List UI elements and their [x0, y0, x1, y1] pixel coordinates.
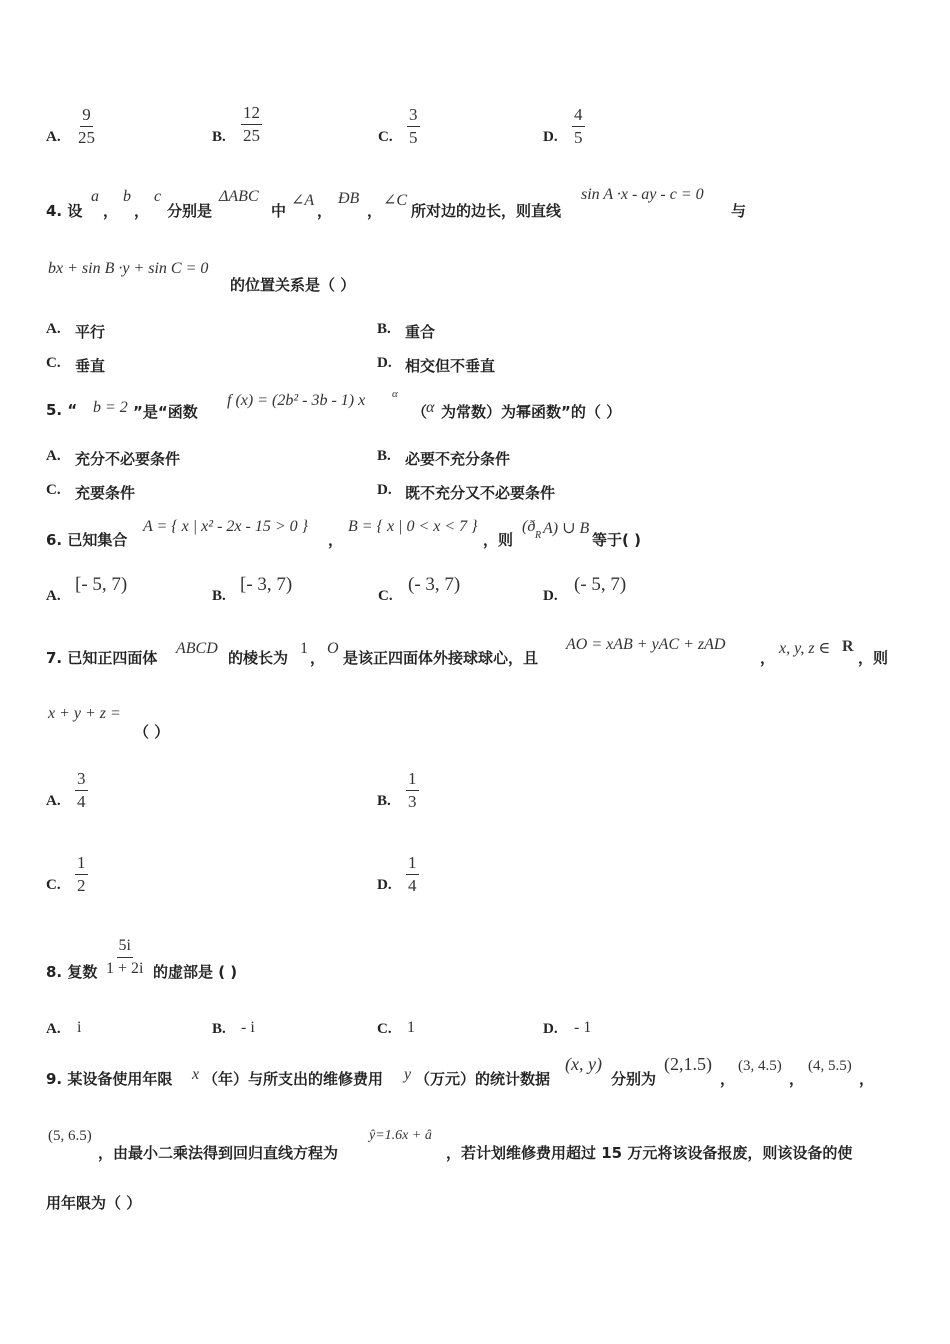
q7-sep: ， [310, 649, 326, 667]
q5-option-c-label: C. [46, 482, 61, 498]
q4-text2: 中 [271, 202, 287, 220]
q5-text1: ”是“函数 [133, 403, 198, 421]
q7-option-b-fraction [406, 768, 419, 813]
denominator: 5 [409, 128, 418, 147]
q7-center-o: O [327, 640, 339, 657]
q5-function: f (x) = (2b² - 3b - 1) x [227, 392, 366, 409]
q4-option-a-label: A. [46, 321, 61, 337]
q4-text1: 分别是 [167, 202, 213, 220]
q4-sep3: ， [317, 202, 333, 220]
q9-var-y: y [404, 1066, 412, 1083]
q5-option-b-text: 必要不充分条件 [405, 450, 511, 468]
q4-prefix: 4. 设 [46, 202, 83, 220]
q5-text2: （ [412, 403, 428, 421]
numerator: 4 [572, 104, 585, 127]
q9-point-1: (2,1.5) [664, 1054, 712, 1074]
q8-option-c-label: C. [377, 1021, 392, 1037]
q9-comma-2: ， [789, 1070, 805, 1088]
q7-edge-length: 1 [300, 640, 308, 657]
q4-text3: 所对边的边长，则直线 [411, 202, 562, 220]
q9-point-3: (4, 5.5) [808, 1058, 852, 1074]
q9-text5: ，若计划维修费用超过 15 万元将该设备报废，则该设备的使 [446, 1144, 853, 1162]
q4-option-d-label: D. [377, 355, 392, 371]
q4-option-c-label: C. [46, 355, 61, 371]
q4-angle-b: ÐB [338, 190, 360, 207]
numerator: 12 [241, 102, 262, 125]
q9-point-4: (5, 6.5) [48, 1128, 92, 1144]
q4-var-a: a [91, 188, 99, 205]
q4-equation-1: sin A ·x - ay - c = 0 [581, 186, 704, 203]
numerator: 1 [75, 852, 88, 875]
q8-option-a-label: A. [46, 1021, 61, 1037]
q9-text2: （万元）的统计数据 [415, 1070, 551, 1088]
q7-tetrahedron: ABCD [176, 640, 218, 657]
q6-option-d-label: D. [543, 588, 558, 604]
q6-option-c-text: (- 3, 7) [408, 574, 461, 595]
q3-option-a-label: A. [46, 129, 61, 145]
q9-text6: 用年限为（ ） [46, 1194, 142, 1212]
q4-option-b-text: 重合 [405, 323, 436, 341]
q8-text1: 的虚部是 ( ) [153, 963, 238, 981]
q5-option-a-label: A. [46, 448, 61, 464]
q7-text1: 的棱长为 [228, 649, 289, 667]
q7-option-d-fraction [406, 852, 419, 897]
q6-complement: (ð [522, 518, 536, 535]
q9-text3: 分别为 [611, 1070, 657, 1088]
denominator: 1 + 2i [106, 960, 144, 977]
denominator: 25 [243, 126, 260, 145]
numerator: 3 [407, 104, 420, 127]
q7-paren: （ ） [134, 723, 170, 741]
q9-prefix: 9. 某设备使用年限 [46, 1070, 173, 1088]
q7-option-d-label: D. [377, 877, 392, 893]
q4-sep2: ， [134, 202, 150, 220]
q4-sep1: ， [103, 202, 119, 220]
q7-text3: ，则 [858, 649, 889, 667]
q5-condition: b = 2 [93, 399, 128, 416]
q8-option-d-text: - 1 [574, 1019, 592, 1036]
numerator: 1 [406, 852, 419, 875]
q7-option-a-fraction [75, 768, 88, 813]
q4-angle-a: ∠A [291, 192, 315, 209]
numerator: 1 [406, 768, 419, 791]
q4-option-b-label: B. [377, 321, 391, 337]
q5-option-d-label: D. [377, 482, 392, 498]
q9-text1: （年）与所支出的维修费用 [203, 1070, 384, 1088]
q7-option-c-label: C. [46, 877, 61, 893]
q7-prefix: 7. 已知正四面体 [46, 649, 158, 667]
denominator: 4 [408, 876, 417, 895]
q7-text2: 是该正四面体外接球球心，且 [343, 649, 539, 667]
q6-prefix: 6. 已知集合 [46, 531, 128, 549]
q4-angle-c: ∠C [383, 192, 408, 209]
q7-reals: R [842, 638, 854, 655]
denominator: 2 [77, 876, 86, 895]
q3-option-b-fraction [241, 102, 262, 147]
q3-option-d-fraction [572, 104, 585, 149]
q8-option-b-text: - i [241, 1019, 255, 1036]
q5-option-d-text: 既不充分又不必要条件 [405, 484, 556, 502]
q3-option-d-label: D. [543, 129, 558, 145]
q4-triangle: ΔABC [219, 188, 259, 205]
q8-complex-fraction [104, 935, 145, 980]
q5-option-c-text: 充要条件 [75, 484, 136, 502]
q6-set-a: A = { x | x² - 2x - 15 > 0 } [143, 518, 309, 535]
q7-xyz: x, y, z ∈ [779, 640, 831, 657]
q9-text4: ，由最小二乘法得到回归直线方程为 [98, 1144, 339, 1162]
denominator: 4 [77, 792, 86, 811]
q4-equation-2: bx + sin B ·y + sin C = 0 [48, 260, 209, 277]
q6-sep: ， [328, 531, 344, 549]
q7-vector-equation: AO = xAB + yAC + zAD [566, 636, 726, 653]
numerator: 5i [117, 935, 133, 958]
q4-option-d-text: 相交但不垂直 [405, 357, 496, 375]
q3-option-b-label: B. [212, 129, 226, 145]
numerator: 3 [75, 768, 88, 791]
q8-option-c-text: 1 [407, 1019, 415, 1036]
q9-regression-equation: ŷ=1.6x + â [369, 1128, 432, 1143]
q8-prefix: 8. 复数 [46, 963, 98, 981]
q6-complement-union: A) ∪ B [543, 520, 590, 537]
q5-alpha: α [426, 399, 435, 416]
q9-var-x: x [192, 1066, 200, 1083]
q5-option-a-text: 充分不必要条件 [75, 450, 181, 468]
q6-option-a-text: [- 5, 7) [75, 574, 128, 595]
q3-option-a-fraction [76, 104, 97, 149]
q9-pair: (x, y) [565, 1054, 602, 1074]
q3-option-c-fraction [407, 104, 420, 149]
q9-point-2: (3, 4.5) [738, 1058, 782, 1074]
q8-option-b-label: B. [212, 1021, 226, 1037]
q6-text1: ，则 [483, 531, 514, 549]
q7-sep2: ， [760, 649, 776, 667]
denominator: 3 [408, 792, 417, 811]
q6-option-d-text: (- 5, 7) [574, 574, 627, 595]
q3-option-c-label: C. [378, 129, 393, 145]
q7-option-b-label: B. [377, 793, 391, 809]
denominator: 25 [78, 128, 95, 147]
q6-complement-subscript: R [535, 530, 542, 541]
q5-alpha-exponent: α [392, 388, 398, 400]
q4-sep4: ， [367, 202, 383, 220]
q9-comma-3: ， [859, 1070, 875, 1088]
q7-option-c-fraction [75, 852, 88, 897]
q5-prefix: 5. “ [46, 401, 78, 419]
q4-text4: 与 [731, 202, 747, 220]
q6-option-c-label: C. [378, 588, 393, 604]
q8-option-a-text: i [77, 1019, 82, 1036]
q7-option-a-label: A. [46, 793, 61, 809]
q6-option-b-text: [- 3, 7) [240, 574, 293, 595]
q6-set-b: B = { x | 0 < x < 7 } [348, 518, 478, 535]
numerator: 9 [80, 104, 93, 127]
q9-comma-1: ， [720, 1070, 736, 1088]
q6-text2: 等于( ) [592, 531, 641, 549]
q8-option-d-label: D. [543, 1021, 558, 1037]
q5-text3: 为常数）为幂函数”的（ ） [441, 403, 622, 421]
q4-option-c-text: 垂直 [75, 357, 106, 375]
q6-option-a-label: A. [46, 588, 61, 604]
q4-var-c: c [154, 188, 162, 205]
q4-var-b: b [123, 188, 131, 205]
q7-sum: x + y + z = [48, 705, 121, 722]
q4-text5: 的位置关系是（ ） [230, 276, 356, 294]
q4-option-a-text: 平行 [75, 323, 106, 341]
q6-option-b-label: B. [212, 588, 226, 604]
denominator: 5 [574, 128, 583, 147]
q5-option-b-label: B. [377, 448, 391, 464]
